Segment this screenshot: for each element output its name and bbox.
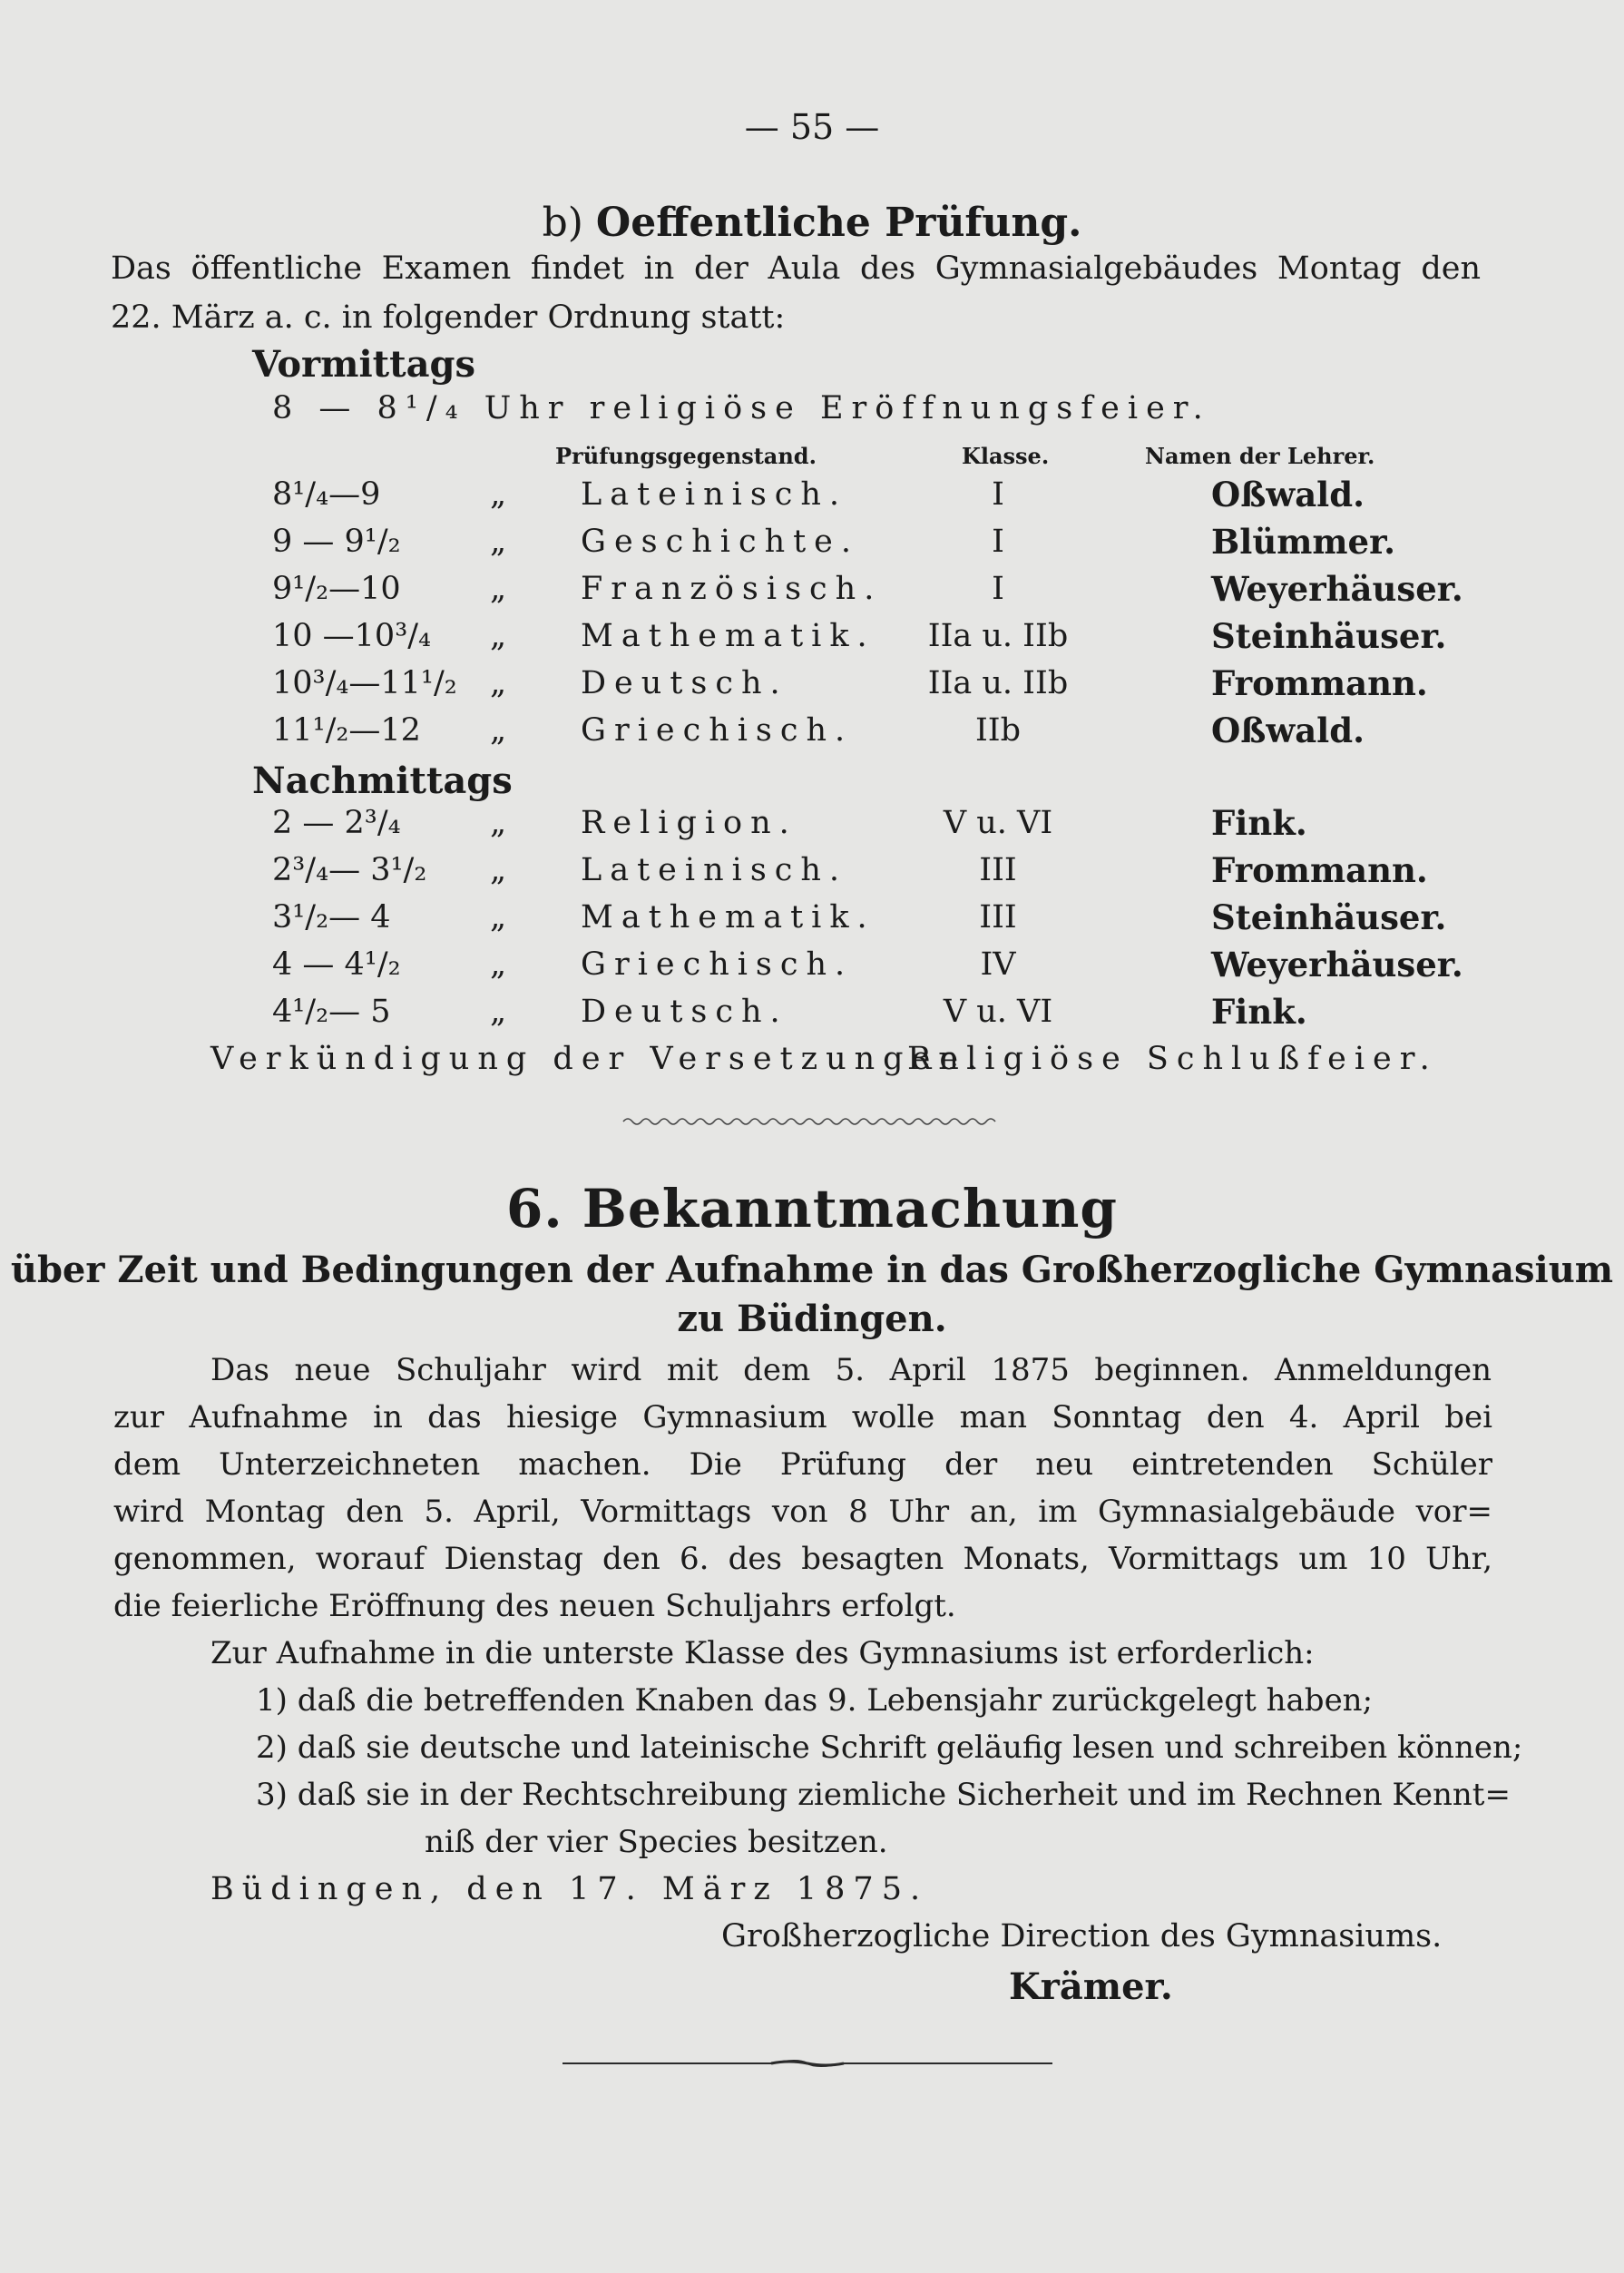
class-cell: I [992,524,1004,560]
class-cell: I [992,571,1004,607]
subject-cell: Griechisch. [581,712,854,749]
requirement-item: 3) daß sie in der Rechtschreibung ziemliche Sicherheit und im Rechnen Kennt= [256,1777,1511,1813]
section-title: Bekanntmachung [582,1178,1118,1239]
column-header-teacher: Namen der Lehrer. [1145,443,1375,469]
ditto-mark: „ [490,852,507,888]
ornamental-divider [0,1112,1624,1134]
closing-rule [563,2056,1052,2073]
class-cell: IIa u. IIb [927,618,1069,654]
teacher-cell: Weyerhäuser. [1211,569,1463,609]
class-cell: V u. VI [943,805,1053,841]
time-cell: 2 — 2³/₄ [272,805,401,841]
subsection-title: Oeffentliche Prüfung. [595,200,1082,246]
subject-cell: Griechisch. [581,946,854,983]
teacher-cell: Fink. [1211,992,1307,1032]
time-cell: 10³/₄—11¹/₂ [272,665,457,701]
section-subtitle-2: zu Büdingen. [677,1298,947,1340]
time-cell: 4 — 4¹/₂ [272,946,401,983]
teacher-cell: Oßwald. [1211,710,1365,750]
ditto-mark: „ [490,899,507,936]
time-cell: 3¹/₂— 4 [272,899,391,936]
subject-cell: Geschichte. [581,524,860,560]
ditto-mark: „ [490,665,507,701]
opening-ceremony: 8 — 8¹/₄ Uhr religiöse Eröffnungsfeier. [272,390,1211,426]
class-cell: IIa u. IIb [927,665,1069,701]
requirement-item: 2) daß sie deutsche und lateinische Schrift geläufig lesen und schreiben können; [256,1729,1523,1766]
class-cell: III [979,852,1017,888]
time-cell: 11¹/₂—12 [272,712,421,749]
requirement-item-continued: niß der vier Species besitzen. [425,1824,888,1860]
ditto-mark: „ [490,476,507,513]
subject-cell: Französisch. [581,571,883,607]
ditto-mark: „ [490,712,507,749]
section-subtitle-1: über Zeit und Bedingungen der Aufnahme in das Großherzogliche Gymnasium [10,1249,1614,1291]
teacher-cell: Weyerhäuser. [1211,945,1463,985]
teacher-cell: Steinhäuser. [1211,897,1447,937]
paragraph-line: wird Montag den 5. April, Vormittags von 8 Uhr an, im Gymnasialgebäude vor= [113,1494,1492,1530]
subject-cell: Mathematik. [581,618,876,654]
teacher-cell: Fink. [1211,803,1307,843]
subsection-label: b) [542,200,583,246]
ditto-mark: „ [490,571,507,607]
section-number: 6. [506,1178,563,1239]
subject-cell: Mathematik. [581,899,876,936]
paragraph-line: zur Aufnahme in das hiesige Gymnasium wolle man Sonntag den 4. April bei [113,1399,1492,1435]
vormittags-heading: Vormittags [252,343,475,386]
teacher-cell: Oßwald. [1211,475,1365,514]
paragraph-line: die feierliche Eröffnung des neuen Schuljahrs erfolgt. [113,1588,956,1624]
subsection-heading [0,200,1624,246]
paragraph-line: genommen, worauf Dienstag den 6. des besagten Monats, Vormittags um 10 Uhr, [113,1541,1492,1577]
time-cell: 9 — 9¹/₂ [272,524,401,560]
nachmittags-heading: Nachmittags [252,759,513,802]
class-cell: I [992,476,1004,513]
time-cell: 9¹/₂—10 [272,571,401,607]
signature-name: Krämer. [1009,1965,1173,2008]
requirements-intro: Zur Aufnahme in die unterste Klasse des Gymnasiums ist erforderlich: [210,1635,1315,1671]
class-cell: IV [980,946,1016,983]
teacher-cell: Frommann. [1211,850,1428,890]
class-cell: III [979,899,1017,936]
paragraph-line: Das neue Schuljahr wird mit dem 5. April 1875 beginnen. Anmeldungen [210,1352,1492,1388]
time-cell: 10 —10³/₄ [272,618,432,654]
column-header-subject: Prüfungsgegenstand. [555,443,817,469]
closing-ceremony: Religiöse Schlußfeier. [907,1041,1438,1077]
time-cell: 8¹/₄—9 [272,476,381,513]
ditto-mark: „ [490,524,507,560]
page-number: — 55 — [744,107,880,147]
ditto-mark: „ [490,618,507,654]
intro-line-2: 22. März a. c. in folgender Ordnung statt: [111,299,786,336]
ditto-mark: „ [490,946,507,983]
date-line: Büdingen, den 17. März 1875. [210,1871,929,1907]
subject-cell: Lateinisch. [581,852,848,888]
column-header-class: Klasse. [962,443,1050,469]
closing-announcement: Verkündigung der Versetzungen. [210,1041,985,1077]
time-cell: 2³/₄— 3¹/₂ [272,852,427,888]
teacher-cell: Blümmer. [1211,522,1396,562]
time-cell: 4¹/₂— 5 [272,994,391,1030]
requirement-item: 1) daß die betreffenden Knaben das 9. Lebensjahr zurückgelegt haben; [256,1682,1374,1719]
subject-cell: Religion. [581,805,797,841]
signature-organization: Großherzogliche Direction des Gymnasiums. [721,1918,1443,1955]
paragraph-line: dem Unterzeichneten machen. Die Prüfung der neu eintretenden Schüler [113,1446,1492,1483]
ditto-mark: „ [490,805,507,841]
ditto-mark: „ [490,994,507,1030]
subject-cell: Deutsch. [581,994,788,1030]
subject-cell: Lateinisch. [581,476,848,513]
subject-cell: Deutsch. [581,665,788,701]
section-6-heading [0,1178,1624,1239]
teacher-cell: Frommann. [1211,663,1428,703]
intro-line-1: Das öffentliche Examen findet in der Aula des Gymnasialgebäudes Montag den [111,250,1481,287]
class-cell: V u. VI [943,994,1053,1030]
teacher-cell: Steinhäuser. [1211,616,1447,656]
class-cell: IIb [974,712,1022,749]
